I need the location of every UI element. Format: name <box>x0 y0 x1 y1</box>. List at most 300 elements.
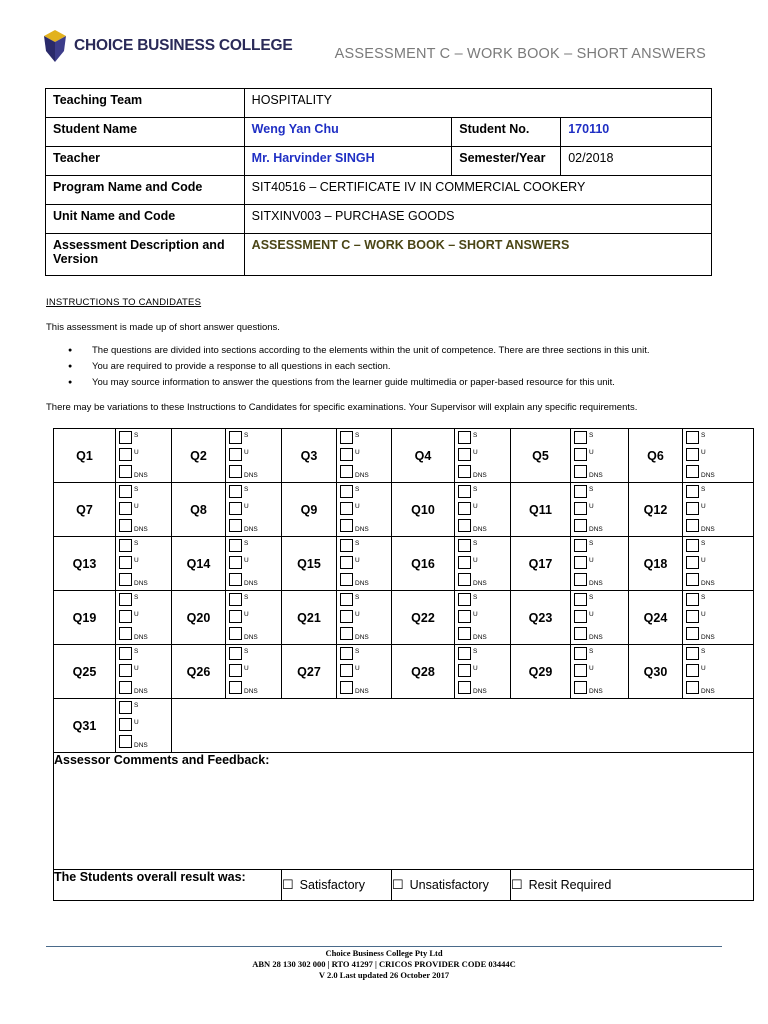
unsatisfactory-option[interactable] <box>119 556 171 573</box>
satisfactory-checkbox[interactable] <box>458 431 471 444</box>
did-not-submit-option[interactable] <box>458 681 510 698</box>
unsatisfactory-option[interactable] <box>340 664 391 681</box>
satisfactory-checkbox[interactable] <box>229 485 242 498</box>
unsatisfactory-checkbox[interactable] <box>686 664 699 677</box>
instructions-variations: There may be variations to these Instructions to Candidates for specific examinations. Your Supervisor will explain any specific requirements. <box>46 402 638 413</box>
satisfactory-checkbox[interactable] <box>458 485 471 498</box>
satisfactory-checkbox[interactable] <box>574 485 587 498</box>
satisfactory-option[interactable] <box>229 647 281 664</box>
satisfactory-option[interactable] <box>229 431 281 448</box>
question-label: Q28 <box>392 645 455 699</box>
instruction-item: ● You may source information to answer the questions from the learner guide multimedia or paper-based resource for this unit. <box>46 375 649 391</box>
satisfactory-label: S <box>589 486 594 493</box>
unsatisfactory-checkbox[interactable] <box>574 610 587 623</box>
satisfactory-label: S <box>589 540 594 547</box>
satisfactory-checkbox[interactable] <box>229 593 242 606</box>
question-row <box>54 591 754 645</box>
checkbox-icon[interactable]: ☐ <box>392 877 404 892</box>
satisfactory-option[interactable] <box>686 647 753 664</box>
result-checkbox-group <box>226 645 282 699</box>
satisfactory-checkbox[interactable] <box>574 539 587 552</box>
satisfactory-option[interactable] <box>686 485 753 502</box>
satisfactory-checkbox[interactable] <box>458 647 471 660</box>
did-not-submit-option[interactable] <box>229 519 281 536</box>
satisfactory-option[interactable] <box>229 539 281 556</box>
instruction-item: ● The questions are divided into sections according to the elements within the unit of competence. There are three sections in this unit. <box>46 343 649 359</box>
satisfactory-label: S <box>244 594 249 601</box>
satisfactory-option[interactable] <box>119 701 171 718</box>
result-checkbox-group <box>116 537 172 591</box>
student-name-label: Student Name <box>46 118 245 147</box>
question-label: Q1 <box>54 429 116 483</box>
satisfactory-checkbox[interactable] <box>119 647 132 660</box>
unsatisfactory-option[interactable] <box>229 448 281 465</box>
did-not-submit-checkbox[interactable] <box>229 573 242 586</box>
satisfactory-checkbox[interactable] <box>686 593 699 606</box>
did-not-submit-checkbox[interactable] <box>458 627 471 640</box>
did-not-submit-option[interactable] <box>458 519 510 536</box>
unsatisfactory-checkbox[interactable] <box>119 664 132 677</box>
did-not-submit-option[interactable] <box>340 519 391 536</box>
satisfactory-option[interactable] <box>340 593 391 610</box>
unsatisfactory-label: U <box>701 557 706 564</box>
unsatisfactory-option[interactable] <box>574 610 628 627</box>
did-not-submit-label: DNS <box>134 688 148 695</box>
unsatisfactory-option[interactable] <box>340 502 391 519</box>
footer-version: V 2.0 Last updated 26 October 2017 <box>318 970 450 980</box>
did-not-submit-checkbox[interactable] <box>574 573 587 586</box>
satisfactory-label: S <box>589 594 594 601</box>
did-not-submit-option[interactable] <box>574 519 628 536</box>
unsatisfactory-checkbox[interactable] <box>119 718 132 731</box>
result-checkbox-group <box>337 645 392 699</box>
satisfactory-label: S <box>134 432 139 439</box>
unsatisfactory-option[interactable] <box>458 448 510 465</box>
did-not-submit-checkbox[interactable] <box>574 519 587 532</box>
did-not-submit-checkbox[interactable] <box>686 627 699 640</box>
did-not-submit-checkbox[interactable] <box>229 681 242 694</box>
empty-cell <box>172 699 754 753</box>
satisfactory-result-option[interactable] <box>282 870 392 901</box>
unsatisfactory-option[interactable] <box>686 610 753 627</box>
question-label: Q31 <box>54 699 116 753</box>
unsatisfactory-checkbox[interactable] <box>340 664 353 677</box>
did-not-submit-checkbox[interactable] <box>340 627 353 640</box>
unsatisfactory-checkbox[interactable] <box>229 556 242 569</box>
satisfactory-option[interactable] <box>340 431 391 448</box>
unsatisfactory-checkbox[interactable] <box>458 664 471 677</box>
teaching-team-value: HOSPITALITY <box>244 89 711 118</box>
unsatisfactory-checkbox[interactable] <box>574 502 587 515</box>
question-label: Q11 <box>511 483 571 537</box>
did-not-submit-checkbox[interactable] <box>229 465 242 478</box>
result-checkbox-group <box>683 645 754 699</box>
did-not-submit-option[interactable] <box>229 465 281 482</box>
unsatisfactory-checkbox[interactable] <box>119 448 132 461</box>
did-not-submit-option[interactable] <box>119 735 171 752</box>
question-label: Q17 <box>511 537 571 591</box>
satisfactory-option[interactable] <box>574 431 628 448</box>
unsatisfactory-option[interactable] <box>119 664 171 681</box>
question-row <box>54 645 754 699</box>
satisfactory-checkbox[interactable] <box>340 647 353 660</box>
question-label: Q16 <box>392 537 455 591</box>
unsatisfactory-checkbox[interactable] <box>686 556 699 569</box>
did-not-submit-checkbox[interactable] <box>574 465 587 478</box>
satisfactory-option[interactable] <box>574 539 628 556</box>
did-not-submit-option[interactable] <box>686 519 753 536</box>
satisfactory-option[interactable] <box>686 593 753 610</box>
satisfactory-checkbox[interactable] <box>119 485 132 498</box>
did-not-submit-label: DNS <box>355 526 369 533</box>
unsatisfactory-checkbox[interactable] <box>686 502 699 515</box>
did-not-submit-option[interactable] <box>574 681 628 698</box>
result-checkbox-group <box>226 591 282 645</box>
satisfactory-label: S <box>473 486 478 493</box>
unsatisfactory-label: U <box>244 449 249 456</box>
satisfactory-checkbox[interactable] <box>229 431 242 444</box>
satisfactory-checkbox[interactable] <box>119 539 132 552</box>
did-not-submit-label: DNS <box>589 688 603 695</box>
satisfactory-checkbox[interactable] <box>229 539 242 552</box>
satisfactory-checkbox[interactable] <box>340 431 353 444</box>
satisfactory-checkbox[interactable] <box>686 431 699 444</box>
satisfactory-checkbox[interactable] <box>686 485 699 498</box>
unsatisfactory-label: U <box>701 503 706 510</box>
question-label: Q15 <box>282 537 337 591</box>
unsatisfactory-option[interactable] <box>574 556 628 573</box>
did-not-submit-checkbox[interactable] <box>119 573 132 586</box>
did-not-submit-option[interactable] <box>686 573 753 590</box>
unsatisfactory-label: U <box>589 449 594 456</box>
unsatisfactory-option[interactable] <box>229 556 281 573</box>
teacher-value: Mr. Harvinder SINGH <box>244 147 452 176</box>
did-not-submit-label: DNS <box>473 688 487 695</box>
unsatisfactory-checkbox[interactable] <box>686 448 699 461</box>
resit-required-result-option[interactable] <box>511 870 754 901</box>
unsatisfactory-label: U <box>244 665 249 672</box>
satisfactory-label: S <box>473 540 478 547</box>
instructions-intro: This assessment is made up of short answer questions. <box>46 322 280 333</box>
question-label: Q21 <box>282 591 337 645</box>
unsatisfactory-label: U <box>473 665 478 672</box>
unsatisfactory-checkbox[interactable] <box>119 610 132 623</box>
result-checkbox-group <box>683 483 754 537</box>
did-not-submit-checkbox[interactable] <box>229 519 242 532</box>
did-not-submit-option[interactable] <box>574 573 628 590</box>
question-label: Q10 <box>392 483 455 537</box>
unsatisfactory-label: U <box>134 719 139 726</box>
did-not-submit-checkbox[interactable] <box>574 681 587 694</box>
unsatisfactory-checkbox[interactable] <box>229 610 242 623</box>
unsatisfactory-option[interactable] <box>686 448 753 465</box>
did-not-submit-option[interactable] <box>119 519 171 536</box>
result-checkbox-group <box>455 645 511 699</box>
question-label: Q23 <box>511 591 571 645</box>
unsatisfactory-label: U <box>134 449 139 456</box>
result-checkbox-group <box>571 483 629 537</box>
satisfactory-checkbox[interactable] <box>340 485 353 498</box>
did-not-submit-option[interactable] <box>686 465 753 482</box>
satisfactory-option[interactable] <box>686 431 753 448</box>
question-row <box>54 699 754 753</box>
did-not-submit-option[interactable] <box>229 627 281 644</box>
overall-result-label: The Students overall result was: <box>54 870 282 901</box>
did-not-submit-label: DNS <box>589 580 603 587</box>
did-not-submit-checkbox[interactable] <box>458 519 471 532</box>
satisfactory-option[interactable] <box>458 647 510 664</box>
did-not-submit-label: DNS <box>701 580 715 587</box>
result-checkbox-group <box>455 483 511 537</box>
unsatisfactory-label: U <box>355 449 360 456</box>
satisfactory-option[interactable] <box>574 593 628 610</box>
did-not-submit-option[interactable] <box>340 465 391 482</box>
did-not-submit-option[interactable] <box>229 573 281 590</box>
unsatisfactory-option[interactable] <box>229 610 281 627</box>
satisfactory-option[interactable] <box>574 647 628 664</box>
satisfactory-option[interactable] <box>458 539 510 556</box>
did-not-submit-option[interactable] <box>574 627 628 644</box>
satisfactory-option[interactable] <box>119 647 171 664</box>
unsatisfactory-option[interactable] <box>119 502 171 519</box>
result-checkbox-group <box>571 645 629 699</box>
program-label: Program Name and Code <box>46 176 245 205</box>
unsatisfactory-label: U <box>701 449 706 456</box>
satisfactory-label: S <box>355 594 360 601</box>
satisfactory-option[interactable] <box>229 485 281 502</box>
result-checkbox-group <box>571 429 629 483</box>
did-not-submit-option[interactable] <box>119 627 171 644</box>
footer-codes: ABN 28 130 302 000 | RTO 41297 | CRICOS PROVIDER CODE 03444C <box>252 959 516 969</box>
question-label: Q24 <box>629 591 683 645</box>
satisfactory-option[interactable] <box>458 431 510 448</box>
did-not-submit-checkbox[interactable] <box>574 627 587 640</box>
satisfactory-label: S <box>244 540 249 547</box>
unsatisfactory-label: U <box>355 665 360 672</box>
unsatisfactory-checkbox[interactable] <box>340 556 353 569</box>
satisfactory-checkbox[interactable] <box>229 647 242 660</box>
unsatisfactory-checkbox[interactable] <box>340 448 353 461</box>
did-not-submit-option[interactable] <box>340 627 391 644</box>
unsatisfactory-option[interactable] <box>229 502 281 519</box>
did-not-submit-checkbox[interactable] <box>119 735 132 748</box>
question-label: Q7 <box>54 483 116 537</box>
unsatisfactory-checkbox[interactable] <box>458 448 471 461</box>
assessment-label: Assessment Description and Version <box>46 234 245 276</box>
unsatisfactory-checkbox[interactable] <box>458 556 471 569</box>
satisfactory-checkbox[interactable] <box>119 701 132 714</box>
unsatisfactory-option[interactable] <box>229 664 281 681</box>
did-not-submit-option[interactable] <box>340 681 391 698</box>
unsatisfactory-checkbox[interactable] <box>229 664 242 677</box>
satisfactory-checkbox[interactable] <box>686 647 699 660</box>
unsatisfactory-option[interactable] <box>574 448 628 465</box>
unsatisfactory-checkbox[interactable] <box>229 502 242 515</box>
did-not-submit-option[interactable] <box>686 681 753 698</box>
unsatisfactory-checkbox[interactable] <box>458 610 471 623</box>
did-not-submit-checkbox[interactable] <box>340 519 353 532</box>
satisfactory-label: S <box>134 486 139 493</box>
did-not-submit-label: DNS <box>244 472 258 479</box>
unsatisfactory-label: U <box>473 449 478 456</box>
did-not-submit-checkbox[interactable] <box>458 681 471 694</box>
unsatisfactory-label: U <box>589 557 594 564</box>
satisfactory-option[interactable] <box>229 593 281 610</box>
did-not-submit-checkbox[interactable] <box>340 573 353 586</box>
satisfactory-option[interactable] <box>119 593 171 610</box>
student-no-label: Student No. <box>452 118 561 147</box>
unsatisfactory-checkbox[interactable] <box>574 448 587 461</box>
unsatisfactory-label: U <box>473 557 478 564</box>
satisfactory-label: S <box>355 648 360 655</box>
result-checkbox-group <box>571 591 629 645</box>
satisfactory-checkbox[interactable] <box>458 539 471 552</box>
satisfactory-option[interactable] <box>458 593 510 610</box>
did-not-submit-checkbox[interactable] <box>229 627 242 640</box>
did-not-submit-label: DNS <box>244 580 258 587</box>
assessment-value: ASSESSMENT C – WORK BOOK – SHORT ANSWERS <box>244 234 711 276</box>
did-not-submit-option[interactable] <box>458 627 510 644</box>
did-not-submit-label: DNS <box>473 634 487 641</box>
unsatisfactory-checkbox[interactable] <box>686 610 699 623</box>
satisfactory-option[interactable] <box>119 539 171 556</box>
did-not-submit-option[interactable] <box>458 465 510 482</box>
unsatisfactory-option[interactable] <box>119 718 171 735</box>
satisfactory-label: S <box>134 540 139 547</box>
teaching-team-label: Teaching Team <box>46 89 245 118</box>
satisfactory-checkbox[interactable] <box>119 431 132 444</box>
did-not-submit-checkbox[interactable] <box>119 519 132 532</box>
unsatisfactory-option[interactable] <box>458 610 510 627</box>
unsatisfactory-option[interactable] <box>458 556 510 573</box>
semester-value: 02/2018 <box>561 147 712 176</box>
satisfactory-checkbox[interactable] <box>340 539 353 552</box>
unit-label: Unit Name and Code <box>46 205 245 234</box>
unsatisfactory-checkbox[interactable] <box>574 556 587 569</box>
unsatisfactory-checkbox[interactable] <box>119 502 132 515</box>
unsatisfactory-option[interactable] <box>119 610 171 627</box>
unsatisfactory-option[interactable] <box>458 664 510 681</box>
did-not-submit-checkbox[interactable] <box>686 519 699 532</box>
unsatisfactory-checkbox[interactable] <box>458 502 471 515</box>
did-not-submit-checkbox[interactable] <box>119 627 132 640</box>
did-not-submit-checkbox[interactable] <box>686 681 699 694</box>
did-not-submit-option[interactable] <box>119 681 171 698</box>
result-checkbox-group <box>683 591 754 645</box>
question-label: Q27 <box>282 645 337 699</box>
result-checkbox-group <box>571 537 629 591</box>
unsatisfactory-checkbox[interactable] <box>574 664 587 677</box>
satisfactory-option[interactable] <box>340 485 391 502</box>
unsatisfactory-checkbox[interactable] <box>119 556 132 569</box>
did-not-submit-checkbox[interactable] <box>686 573 699 586</box>
unsatisfactory-label: U <box>355 503 360 510</box>
satisfactory-checkbox[interactable] <box>574 431 587 444</box>
unsatisfactory-label: U <box>134 665 139 672</box>
satisfactory-option[interactable] <box>686 539 753 556</box>
satisfactory-label: S <box>701 594 706 601</box>
did-not-submit-checkbox[interactable] <box>340 465 353 478</box>
student-info-table <box>45 88 712 276</box>
unsatisfactory-option[interactable] <box>574 502 628 519</box>
satisfactory-label: S <box>355 486 360 493</box>
did-not-submit-option[interactable] <box>340 573 391 590</box>
did-not-submit-option[interactable] <box>229 681 281 698</box>
unsatisfactory-label: U <box>701 611 706 618</box>
unsatisfactory-checkbox[interactable] <box>340 610 353 623</box>
did-not-submit-option[interactable] <box>119 573 171 590</box>
result-checkbox-group <box>683 537 754 591</box>
question-results-grid <box>53 428 754 901</box>
unsatisfactory-label: U <box>701 665 706 672</box>
question-label: Q4 <box>392 429 455 483</box>
did-not-submit-checkbox[interactable] <box>458 573 471 586</box>
unsatisfactory-option[interactable] <box>686 556 753 573</box>
did-not-submit-checkbox[interactable] <box>119 681 132 694</box>
unsatisfactory-option[interactable] <box>340 610 391 627</box>
satisfactory-option[interactable] <box>119 485 171 502</box>
unsatisfactory-label: U <box>244 557 249 564</box>
satisfactory-option[interactable] <box>119 431 171 448</box>
unsatisfactory-label: U <box>244 503 249 510</box>
unsatisfactory-checkbox[interactable] <box>340 502 353 515</box>
satisfactory-option[interactable] <box>574 485 628 502</box>
satisfactory-checkbox[interactable] <box>686 539 699 552</box>
unsatisfactory-result-option[interactable] <box>392 870 511 901</box>
satisfactory-checkbox[interactable] <box>574 593 587 606</box>
satisfactory-checkbox[interactable] <box>340 593 353 606</box>
unsatisfactory-option[interactable] <box>340 448 391 465</box>
did-not-submit-label: DNS <box>355 472 369 479</box>
question-label: Q26 <box>172 645 226 699</box>
did-not-submit-option[interactable] <box>119 465 171 482</box>
instructions-list <box>46 343 649 391</box>
satisfactory-checkbox[interactable] <box>119 593 132 606</box>
did-not-submit-label: DNS <box>244 688 258 695</box>
unsatisfactory-checkbox[interactable] <box>229 448 242 461</box>
did-not-submit-checkbox[interactable] <box>119 465 132 478</box>
question-row <box>54 483 754 537</box>
unsatisfactory-option[interactable] <box>119 448 171 465</box>
did-not-submit-option[interactable] <box>574 465 628 482</box>
satisfactory-option[interactable] <box>340 539 391 556</box>
did-not-submit-checkbox[interactable] <box>686 465 699 478</box>
did-not-submit-option[interactable] <box>458 573 510 590</box>
assessor-comments-box[interactable] <box>54 753 754 870</box>
did-not-submit-label: DNS <box>701 688 715 695</box>
satisfactory-label: S <box>473 648 478 655</box>
checkbox-icon[interactable]: ☐ <box>511 877 523 892</box>
unsatisfactory-option[interactable] <box>458 502 510 519</box>
did-not-submit-checkbox[interactable] <box>340 681 353 694</box>
satisfactory-checkbox[interactable] <box>458 593 471 606</box>
satisfactory-checkbox[interactable] <box>574 647 587 660</box>
result-checkbox-group <box>337 483 392 537</box>
unsatisfactory-label: U <box>134 557 139 564</box>
satisfactory-option[interactable] <box>340 647 391 664</box>
footer-divider <box>46 946 722 947</box>
unsatisfactory-option[interactable] <box>340 556 391 573</box>
satisfactory-option[interactable] <box>458 485 510 502</box>
unsatisfactory-option[interactable] <box>686 502 753 519</box>
unsatisfactory-option[interactable] <box>574 664 628 681</box>
unsatisfactory-option[interactable] <box>686 664 753 681</box>
checkbox-icon[interactable]: ☐ <box>282 877 294 892</box>
unsatisfactory-label: U <box>589 611 594 618</box>
result-checkbox-group <box>226 429 282 483</box>
did-not-submit-option[interactable] <box>686 627 753 644</box>
did-not-submit-checkbox[interactable] <box>458 465 471 478</box>
